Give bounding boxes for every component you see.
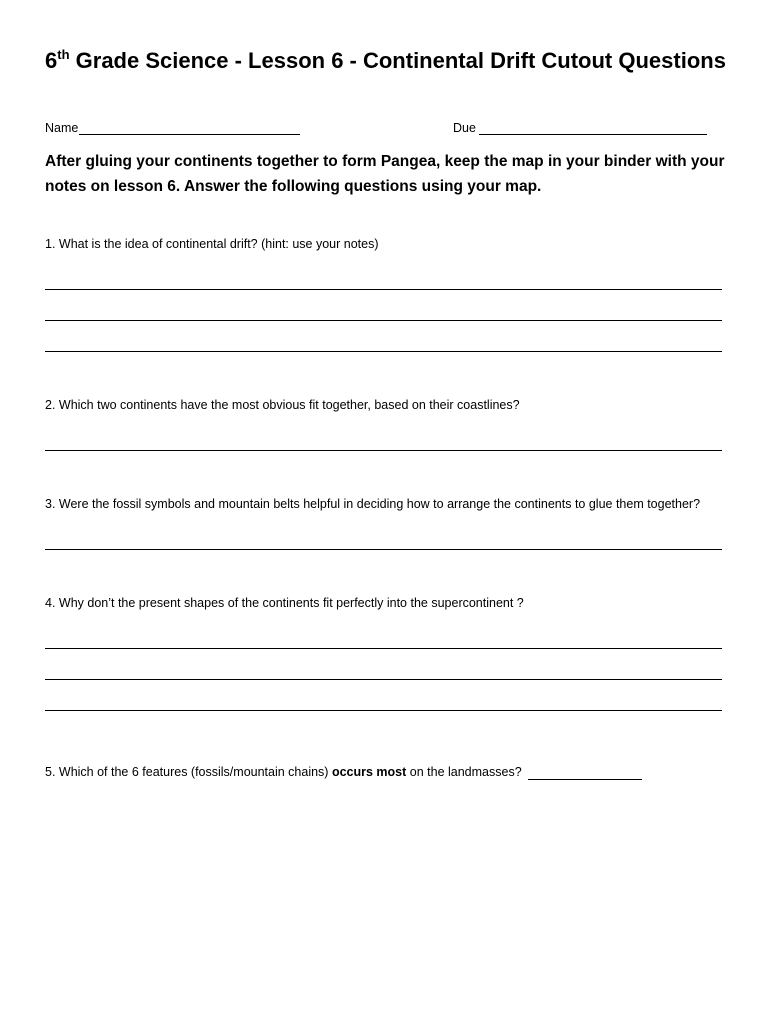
name-field[interactable] [79, 134, 300, 135]
question-4: 4. Why don’t the present shapes of the continents fit perfectly into the supercontinent ? [45, 596, 524, 610]
question-2: 2. Which two continents have the most obvious fit together, based on their coastlines? [45, 398, 520, 412]
due-field[interactable] [479, 134, 707, 135]
answer-line-q4-2[interactable] [45, 679, 722, 680]
answer-line-q1-3[interactable] [45, 351, 722, 352]
question-5-text-before: 5. Which of the 6 features (fossils/mountain chains) [45, 765, 332, 779]
question-5 [45, 765, 522, 779]
question-1: 1. What is the idea of continental drift? (hint: use your notes) [45, 237, 379, 251]
answer-line-q1-1[interactable] [45, 289, 722, 290]
question-3: 3. Were the fossil symbols and mountain belts helpful in deciding how to arrange the continents to glue them together? [45, 497, 701, 511]
answer-line-q4-3[interactable] [45, 710, 722, 711]
title-ordinal-suffix: th [57, 47, 70, 62]
question-5-text-after: on the landmasses? [406, 765, 522, 779]
name-label: Name [45, 121, 79, 135]
question-5-emphasis: occurs most [331, 765, 407, 779]
answer-line-q4-1[interactable] [45, 648, 722, 649]
answer-blank-q5[interactable] [528, 779, 642, 780]
answer-line-q3-1[interactable] [45, 549, 722, 550]
title-text: Grade Science - Lesson 6 - Continental Drift Cutout Questions [69, 48, 726, 73]
due-label: Due [453, 121, 476, 135]
page-title [45, 48, 745, 74]
title-ordinal-number: 6 [45, 48, 58, 73]
answer-line-q1-2[interactable] [45, 320, 722, 321]
instructions: After gluing your continents together to form Pangea, keep the map in your binder with your notes on lesson 6. Answer the following questions using your map. [45, 153, 725, 195]
answer-line-q2-1[interactable] [45, 450, 722, 451]
